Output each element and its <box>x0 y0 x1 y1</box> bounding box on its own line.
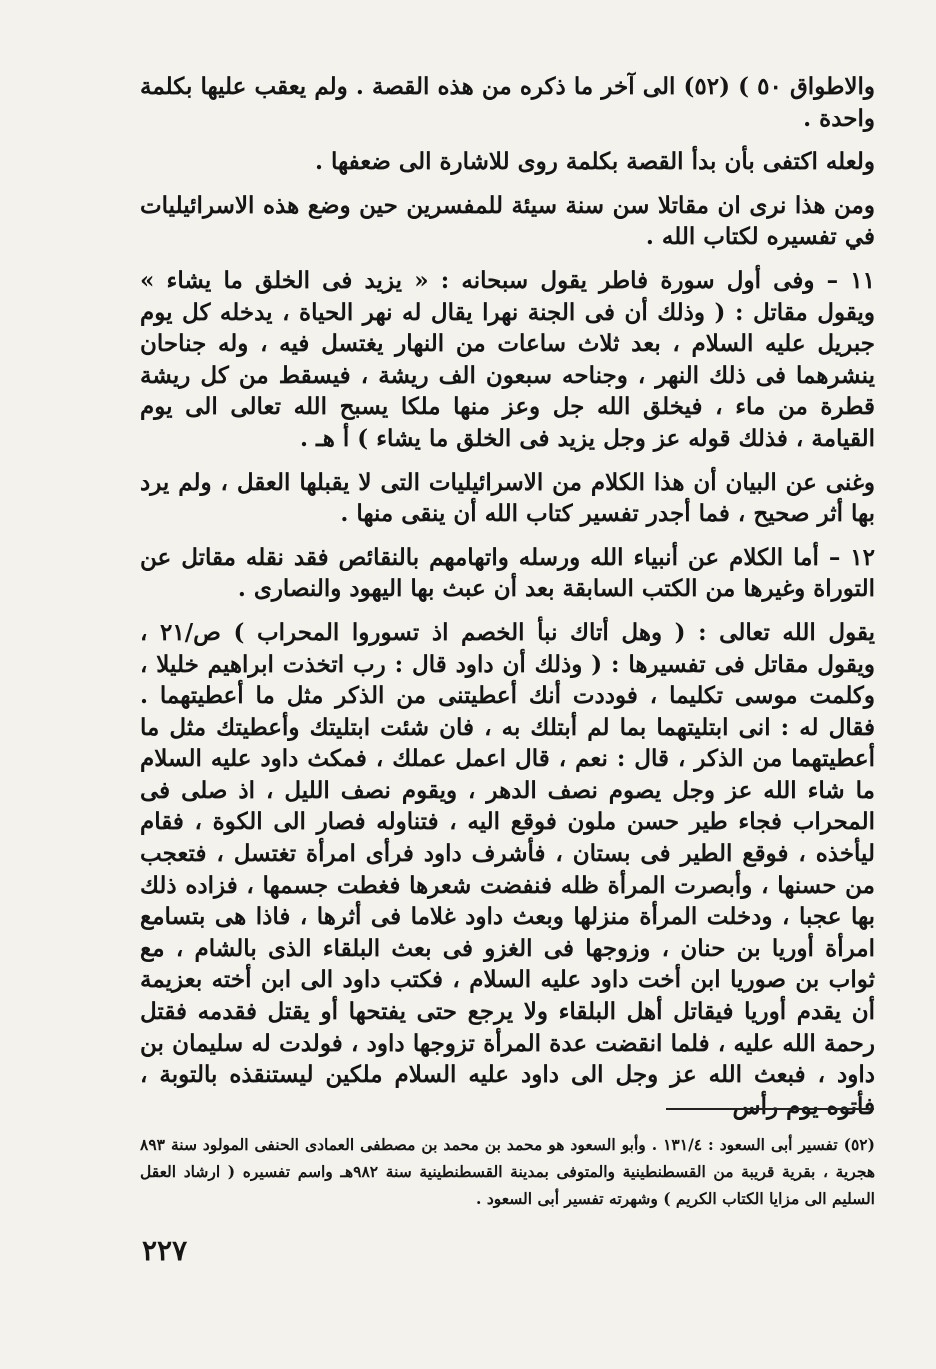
paragraph-7: يقول الله تعالى : ( وهل أتاك نبأ الخصم اذ تسوروا المحراب ) ص/٢١ ، ويقول مقاتل فى تفسيرها : ( وذلك أن داود قال : رب اتخذت ابراهيم خليلا ، وكلمت موسى تكليما ، فوددت أنك أعطيتنى من الذكر مثل ما أعطيتهما . فقال له : انى ابتليتهما بما لم أبتلك به ، فان شئت ابتليتك وأعطيتك مثل ما أعطيتهما من الذكر ، قال : نعم ، قال اعمل عملك ، فمكث داود عليه السلام ما شاء الله عز وجل يصوم نصف الدهر ، ويقوم نصف الليل ، اذ صلى فى المحراب فجاء طير حسن ملون فوقع اليه ، فتناوله فصار الى الكوة ، فقام ليأخذه ، فوقع الطير فى بستان ، فأشرف داود فرأى امرأة تغتسل ، فتعجب من حسنها ، وأبصرت المرأة ظله فنفضت شعرها فغطت جسمها ، فزاده ذلك بها عجبا ، ودخلت المرأة منزلها وبعث داود غلاما فى أثرها ، فاذا هى بتسامع امرأة أوريا بن حنان ، وزوجها فى الغزو فى بعث البلقاء الذى بالشام ، مع ثواب بن صوريا ابن أخت داود عليه السلام ، فكتب داود الى ابن أخته بعزيمة أن يقدم أوريا فيقاتل أهل البلقاء ولا يرجع حتى يفتحها أو يقتل فقدمه فقتل رحمة الله عليه ، فلما انقضت عدة المرأة تزوجها داود ، فولدت له سليمان بن داود ، فبعث الله عز وجل الى داود عليه السلام ملكين ليستنقذه بالتوبة ، فأتوه يوم رأس <box>140 618 875 1120</box>
footnote <box>140 1131 875 1212</box>
paragraph-4: ١١ – وفى أول سورة فاطر يقول سبحانه : « يزيد فى الخلق ما يشاء » ويقول مقاتل : ( وذلك أن فى الجنة نهرا يقال له نهر الحياة ، يدخله كل يوم جبريل عليه السلام ، بعد ثلاث ساعات من النهار يغتسل فيه ، وله جناحان ينشرهما فى ذلك النهر ، وجناحه سبعون الف ريشة ، فيسقط من كل ريشة قطرة من ماء ، فيخلق الله جل وعز منها ملكا يسبح الله تعالى الى يوم القيامة ، فذلك قوله عز وجل يزيد فى الخلق ما يشاء ) أ هـ . <box>140 266 875 452</box>
paragraph-2: ولعله اكتفى بأن بدأ القصة بكلمة روى للاشارة الى ضعفها . <box>315 148 875 176</box>
page-number: ٢٢٧ <box>142 1234 188 1267</box>
paragraph-5: وغنى عن البيان أن هذا الكلام من الاسرائيليات التى لا يقبلها العقل ، ولم يرد بها أثر صحيح ، فما أجدر تفسير كتاب الله أن ينقى منها . <box>140 468 875 528</box>
body-text <box>140 71 875 1122</box>
footnote-text: (٥٢) تفسير أبى السعود : ١٣١/٤ . وأبو السعود هو محمد بن محمد بن مصطفى العمادى الحنفى المولود سنة ٨٩٣ هجرية ، بقرية قريبة من القسطنطينية والمتوفى بمدينة القسطنطينية سنة ٩٨٢هـ واسم تفسيره ( ارشاد العقل السليم الى مزايا الكتاب الكريم ) وشهرته تفسير أبى السعود . <box>140 1135 875 1208</box>
paragraph-1: والاطواق ٥٠ ) (٥٢) الى آخر ما ذكره من هذه القصة . ولم يعقب عليها بكلمة واحدة . <box>140 73 875 132</box>
footnote-divider <box>666 1108 874 1110</box>
paragraph-3: ومن هذا نرى ان مقاتلا سن سنة سيئة للمفسرين حين وضع هذه الاسرائيليات في تفسيره لكتاب الله . <box>140 191 875 251</box>
paragraph-6: ١٢ – أما الكلام عن أنبياء الله ورسله واتهامهم بالنقائص فقد نقله مقاتل عن التوراة وغيرها من الكتب السابقة بعد أن عبث بها اليهود والنصارى . <box>140 543 875 603</box>
